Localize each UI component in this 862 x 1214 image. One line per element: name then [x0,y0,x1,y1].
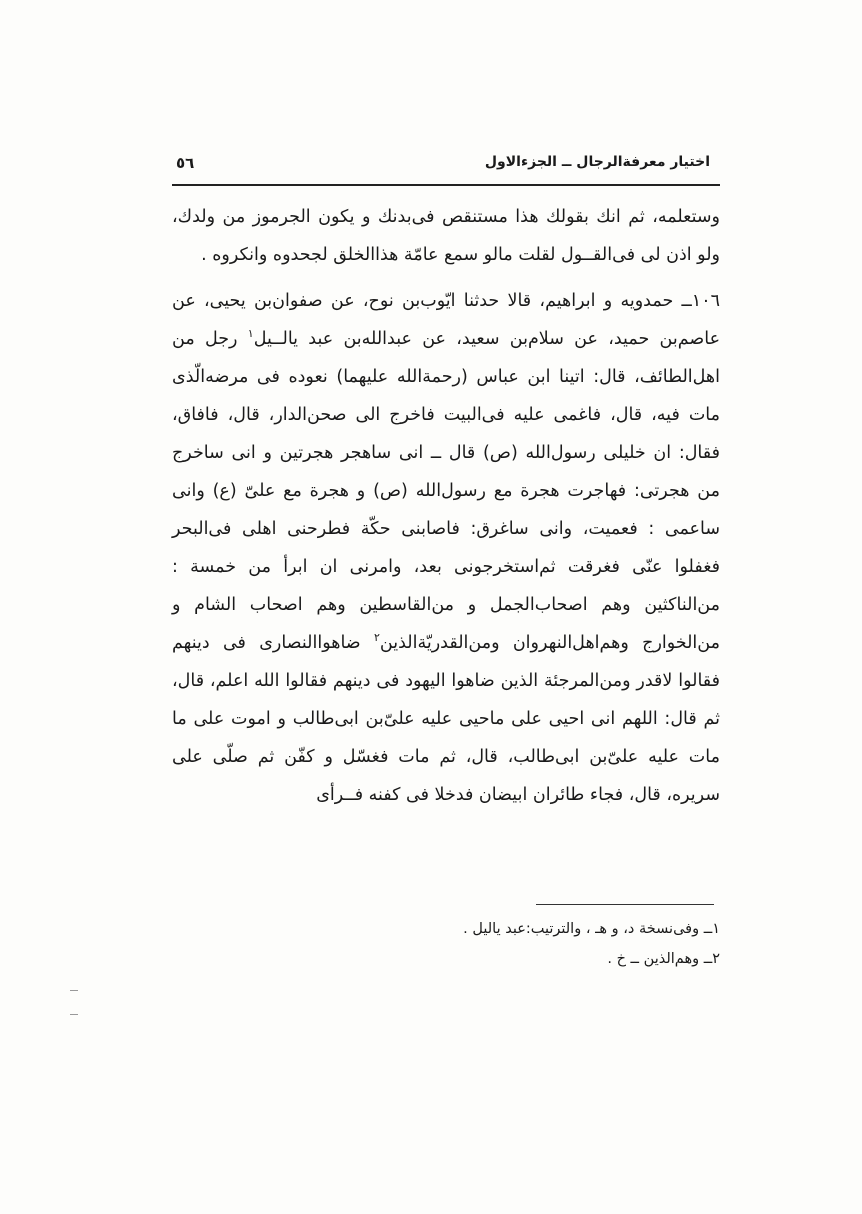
footnote-reference-1: ١ [247,327,254,341]
margin-mark [70,990,78,991]
paragraph-segment: ١٠٦ــ حمدويه و ابراهيم، قالا حدثنا ايّوب‌بن نوح، عن صفوان‌بن يحيی، عن عاصم‌بن حميد، عن سلام‌بن سعيد، عن عبدالله‌بن عبد يالــيل [172,291,721,349]
page-number: ٥٦ [176,154,195,172]
paragraph-segment: رجل من اهل‌الطائف، قال: اتينا ابن عباس (رحمةالله عليهما) نعوده فی مرضه‌الّذی مات فيه، قال، فاغمی عليه فی‌البيت فاخرج الی صحن‌الدار، قال، فافاق، فقال: ان خليلی رسول‌الله (ص) قال ــ انی ساهجر هجرتين و انی ساخرج من هجرتی: فهاجرت هجرة مع رسول‌الله (ص) و هجرة مع علیّ (ع) وانی ساعمی : فعميت، وانی ساغرق: فاصابنی حكّة فطرحنی اهلی فی‌البحر فغفلوا عنّی فغرقت ثم‌استخرجونی بعد، وامرنی ان ابرأ من خمسة : من‌الناكثين وهم اصحاب‌الجمل و من‌القاسطين وهم اصحاب الشام و من‌الخوارج وهم‌اهل‌النهروان ومن‌القدريّة‌الذين [172,329,720,653]
paragraph-hadith-106 [172,282,720,814]
paragraph-segment: ضاهوا‌النصاری فی دينهم فقالوا لاقدر ومن‌المرجئة الذين ضاهوا اليهود فی دينهم فقالوا الله اعلم، قال، ثم قال: اللهم انی احيی علی ماحيی عليه علیّ‌بن ابی‌طالب و اموت علی ما مات عليه علیّ‌بن ابی‌طالب، قال، ثم مات فغسّل و كفّن ثم صلّی علی سريره، قال، فجاء طائران ابيضان فدخلا فی كفنه فــرأی [172,633,720,805]
running-header [172,150,720,186]
footnote-1: ١ــ وفی‌نسخة د، و هـ ، والترتيب:عبد ياليل . [463,921,720,937]
footnote-divider [536,904,714,905]
margin-mark [70,1014,78,1015]
header-title: اختيار معرفةالرجال ــ الجزءالاول [484,154,710,170]
footnote-reference-2: ٢ [373,631,380,645]
main-text [172,198,720,814]
footnotes [300,914,720,974]
footnote-2: ٢ــ وهم‌الذين ــ خ . [607,951,720,967]
paragraph: وستعلمه، ثم انك بقولك هذا مستنقص فی‌بدنك و يكون الجرموز من ولدك، ولو اذن لی فی‌القــول لقلت مالو سمع عامّة هذاالخلق لجحدوه وانكروه . [172,207,720,265]
